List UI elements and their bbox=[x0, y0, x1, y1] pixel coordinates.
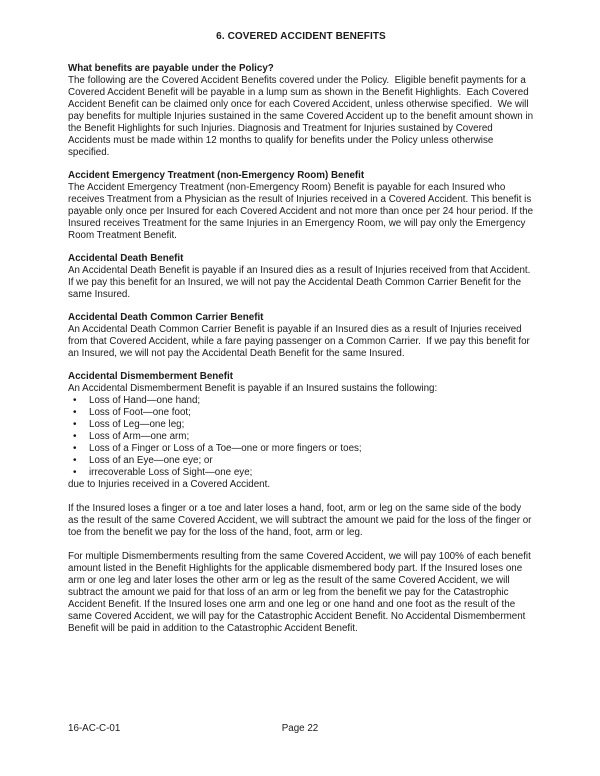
section-emergency-treatment bbox=[68, 170, 534, 242]
list-item-loss-foot: • Loss of Foot—one foot; bbox=[68, 407, 534, 419]
dismemberment-finger-toe-paragraph: If the Insured loses a finger or a toe and later loses a hand, foot, arm or leg on the same side of the body as the result of the same Covered Accident, we will subtract the amount we paid for the loss of the finger or toe from the benefit we pay for the loss of the hand, foot, arm or leg. bbox=[68, 503, 535, 538]
list-item-loss-eye: • Loss of an Eye—one eye; or bbox=[68, 455, 534, 467]
section-heading-emergency-treatment: Accident Emergency Treatment (non-Emergency Room) Benefit bbox=[68, 170, 365, 181]
dismemberment-loss-list bbox=[68, 395, 534, 479]
dismemberment-list-suffix: due to Injuries received in a Covered Accident. bbox=[68, 479, 271, 490]
page-footer bbox=[0, 723, 600, 735]
page-number: Page 22 bbox=[281, 723, 319, 734]
section-accidental-death bbox=[68, 253, 534, 301]
list-item-loss-finger-toe: • Loss of a Finger or Loss of a Toe—one or more fingers or toes; bbox=[68, 443, 534, 455]
section-heading-common-carrier: Accidental Death Common Carrier Benefit bbox=[68, 312, 264, 323]
dismemberment-multiple-paragraph: For multiple Dismemberments resulting from the same Covered Accident, we will pay 100% of each benefit amount listed in the Benefit Highlights for the applicable dismembered body part. If the Insured loses one arm or one leg and later loses the other arm or leg as the result of the same Covered Accident, we will subtract the amount we paid for that loss of an arm or leg from the benefit we pay for the Catastrophic Accident Benefit. If the Insured loses one arm and one leg or one hand and one foot as the result of the same Covered Accident, we will pay for the Catastrophic Accident Benefit. No Accidental Dismemberment Benefit will be paid in addition to the Catastrophic Accident Benefit. bbox=[68, 551, 534, 634]
list-item-loss-sight: • irrecoverable Loss of Sight—one eye; bbox=[68, 467, 534, 479]
section-body-accidental-death: An Accidental Death Benefit is payable if an Insured dies as a result of Injuries received from that Accident. If we pay this benefit for an Insured, we will not pay the Accidental Death Common Carrier Benefit for the same Insured. bbox=[68, 265, 534, 300]
section-heading-accidental-death: Accidental Death Benefit bbox=[68, 253, 184, 264]
section-heading-dismemberment: Accidental Dismemberment Benefit bbox=[68, 371, 233, 382]
list-item-loss-arm: • Loss of Arm—one arm; bbox=[68, 431, 534, 443]
dismemberment-intro: An Accidental Dismemberment Benefit is payable if an Insured sustains the following: bbox=[68, 383, 438, 394]
section-heading-what-benefits: What benefits are payable under the Policy? bbox=[68, 63, 274, 74]
section-body-emergency-treatment: The Accident Emergency Treatment (non-Emergency Room) Benefit is payable for each Insured who receives Treatment from a Physician as the result of Injuries received in a Covered Accident. This benefit is payable only once per Insured for each Covered Accident and not more than once per 24 hour period. If the Insured receives Treatment for the same Injuries in an Emergency Room, we will pay only the Emergency Room Treatment Benefit. bbox=[68, 182, 536, 241]
section-body-what-benefits: The following are the Covered Accident Benefits covered under the Policy. Eligible benefit payments for a Covered Accident Benefit will be payable in a lump sum as shown in the Benefit Highlights. Each Covered Accident Benefit can be claimed only once for each Covered Accident, unless otherwise specified. We will pay benefits for multiple Injuries sustained in the same Covered Accident up to the benefit amount shown in the Benefit Highlights for such Injuries. Diagnosis and Treatment for Injuries sustained by Covered Accidents must be made within 12 months to qualify for benefits under the Policy unless otherwise specified. bbox=[68, 75, 536, 158]
list-item-loss-hand: • Loss of Hand—one hand; bbox=[68, 395, 534, 407]
section-common-carrier bbox=[68, 312, 534, 360]
section-dismemberment bbox=[68, 371, 534, 635]
section-what-benefits bbox=[68, 63, 534, 159]
section-body-common-carrier: An Accidental Death Common Carrier Benefit is payable if an Insured dies as a result of Injuries received from that Covered Accident, while a fare paying passenger on a Common Carrier. If we pay this benefit for an Insured, we will not pay the Accidental Death Benefit for the same Insured. bbox=[68, 324, 533, 359]
document-code: 16-AC-C-01 bbox=[68, 723, 121, 734]
list-item-loss-leg: • Loss of Leg—one leg; bbox=[68, 419, 534, 431]
page-title: 6. COVERED ACCIDENT BENEFITS bbox=[216, 31, 386, 42]
